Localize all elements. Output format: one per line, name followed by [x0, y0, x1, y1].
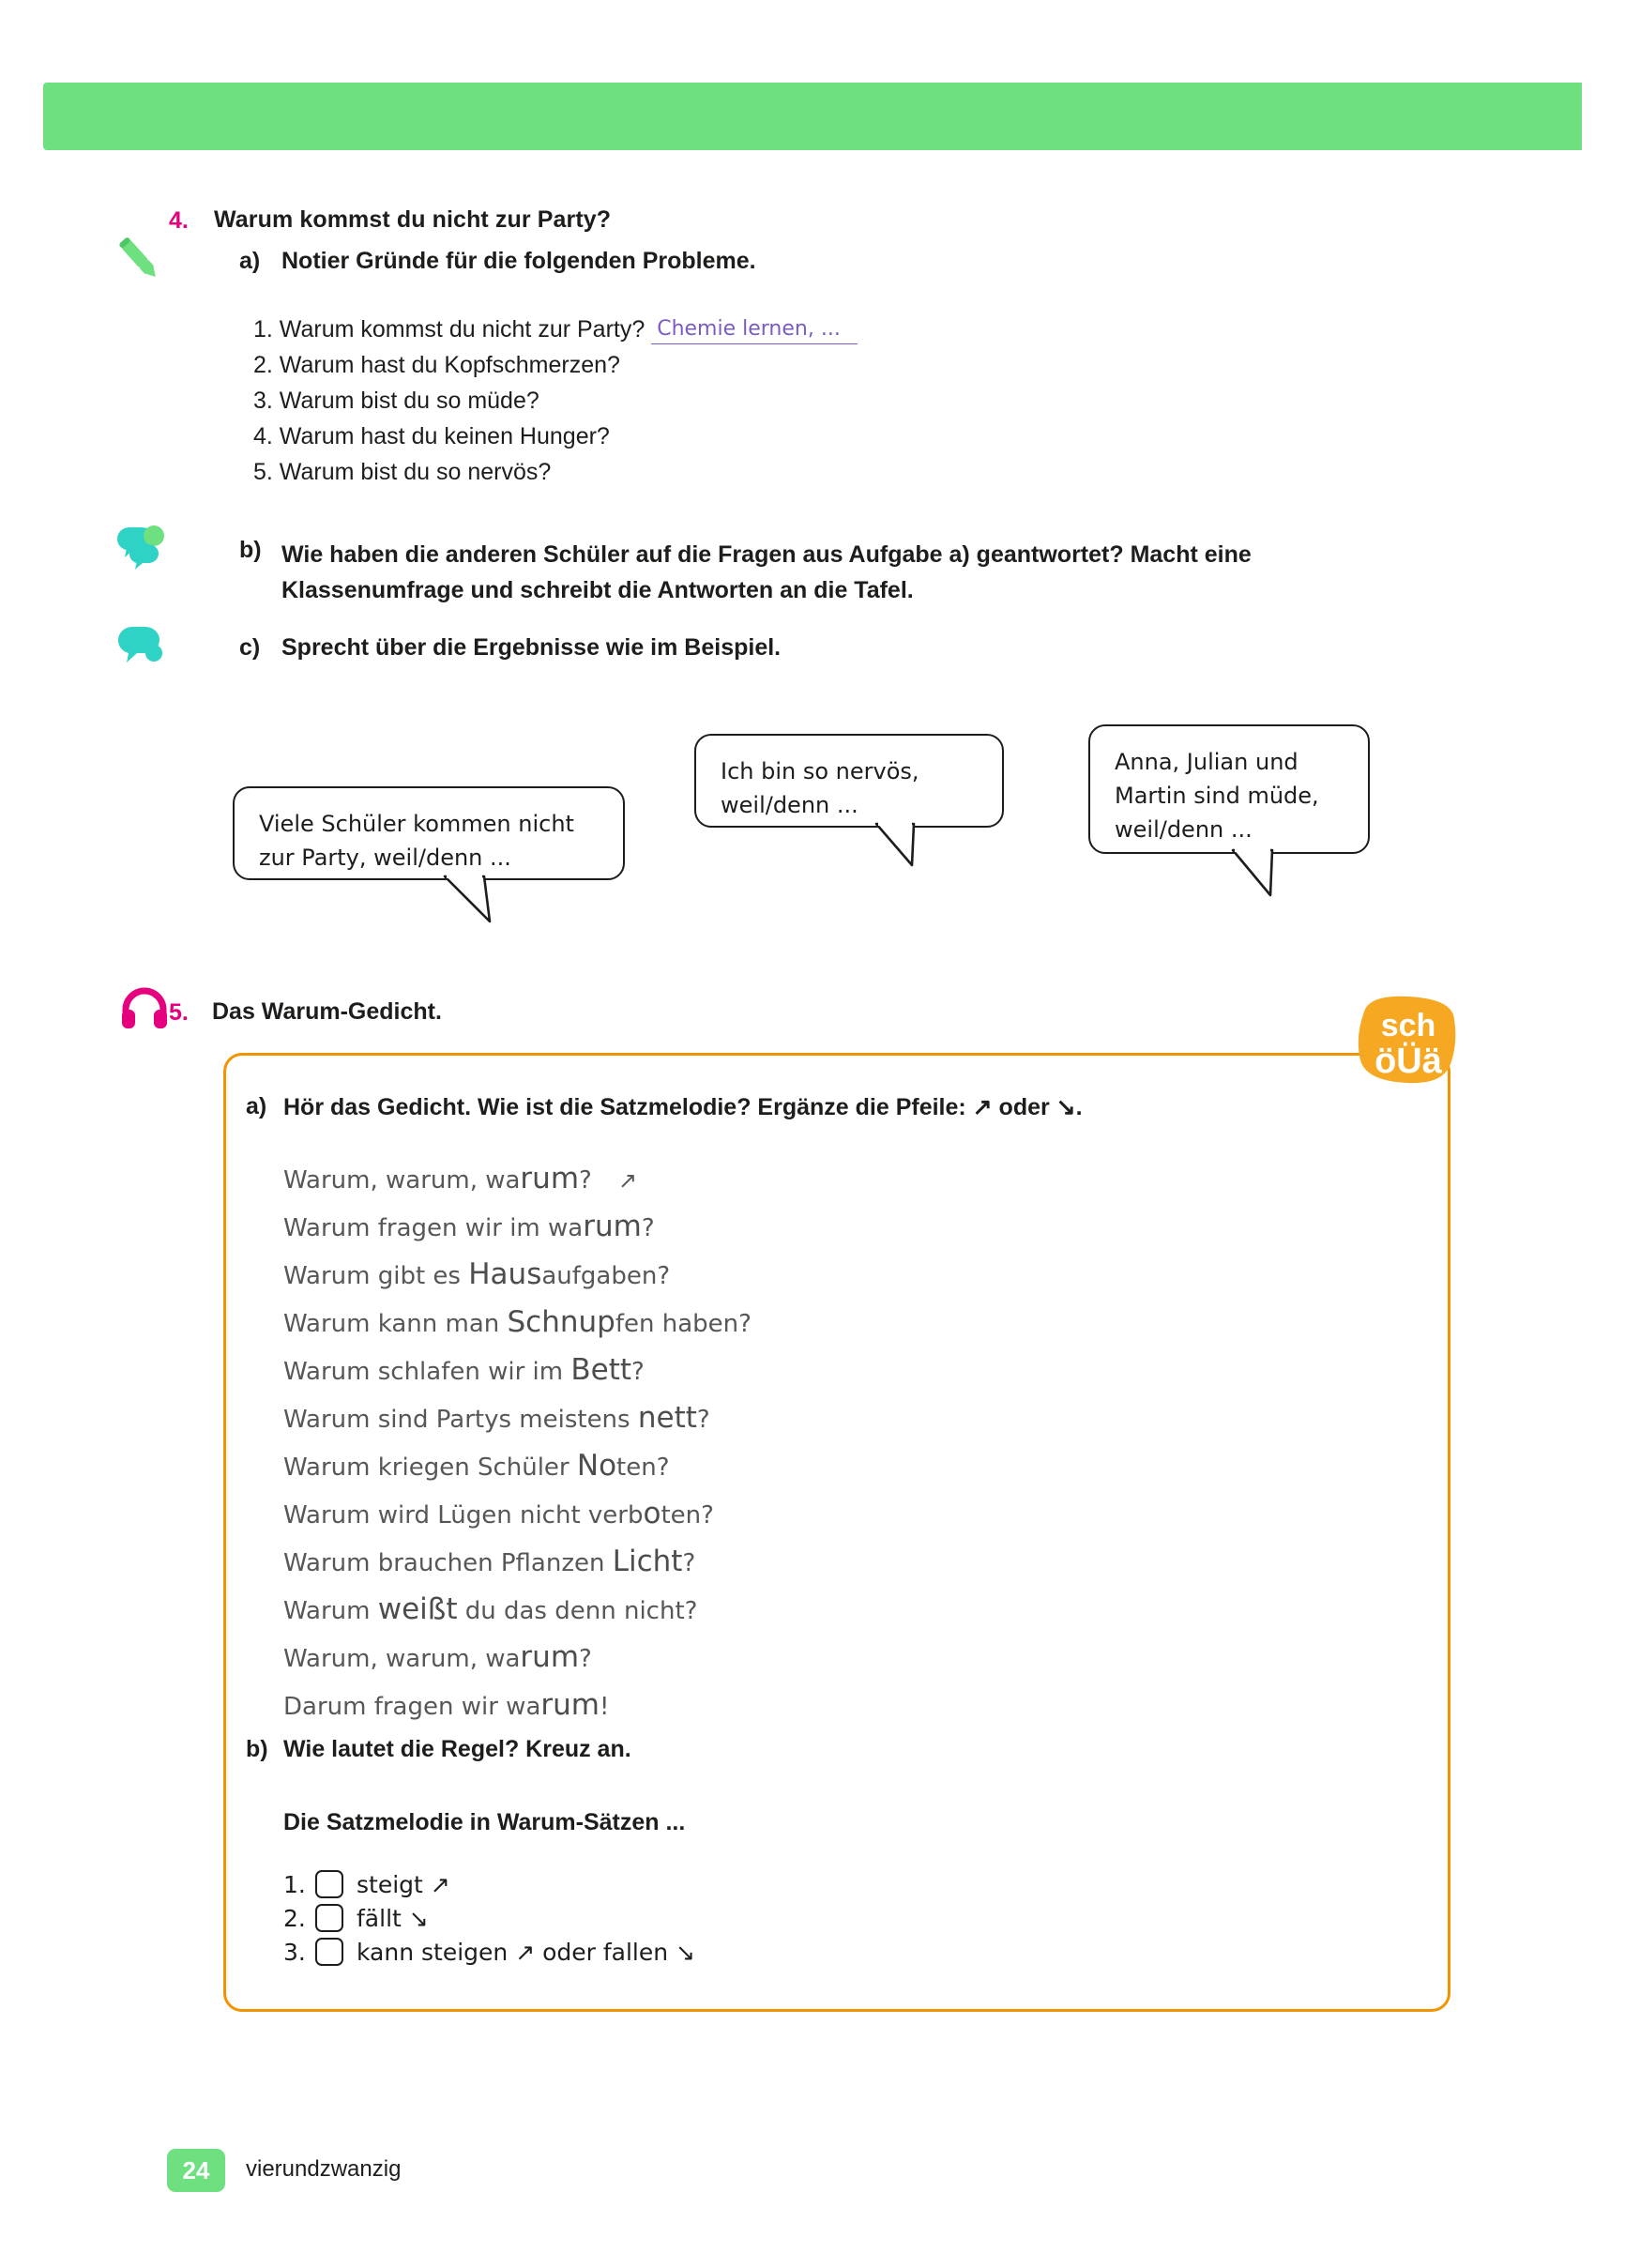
- poem-line: Warum kriegen Schüler Noten?: [283, 1449, 670, 1483]
- badge-line-2: öÜä: [1374, 1042, 1442, 1081]
- rule-option-checkbox[interactable]: [315, 1904, 343, 1932]
- speech-bubble-3: Anna, Julian und Martin sind müde, weil/denn ...: [1088, 724, 1370, 854]
- exercise-4-number: 4.: [169, 207, 189, 234]
- header-green-bar: [43, 83, 1582, 150]
- rule-option-checkbox[interactable]: [315, 1870, 343, 1898]
- poem-line: Darum fragen wir warum!: [283, 1688, 610, 1722]
- exercise-5a-label: a): [246, 1093, 267, 1119]
- question-list: [253, 312, 858, 490]
- question-item: 4. Warum hast du keinen Hunger?: [253, 423, 610, 449]
- two-speech-bubbles-icon: [114, 524, 167, 572]
- pencil-icon: [113, 233, 165, 285]
- poem: [283, 1156, 752, 1730]
- exercise-4c-instruction: Sprecht über die Ergebnisse wie im Beispiel.: [281, 634, 782, 661]
- exercise-4a-instruction: Notier Gründe für die folgenden Probleme.: [281, 248, 756, 274]
- exercise-4-title: Warum kommst du nicht zur Party?: [214, 206, 612, 233]
- page-number-badge: 24: [167, 2149, 225, 2192]
- exercise-4c-label: c): [239, 634, 261, 661]
- rule-options: [283, 1867, 695, 1969]
- exercise-5-title: Das Warum-Gedicht.: [212, 998, 442, 1025]
- poem-line: Warum sind Partys meistens nett?: [283, 1401, 710, 1435]
- speech-bubble-3-tail: [1229, 846, 1314, 931]
- speech-bubble-2: Ich bin so nervös, weil/denn ...: [694, 734, 1004, 828]
- exercise-5-number: 5.: [169, 999, 189, 1026]
- pronunciation-badge: [1351, 993, 1466, 1094]
- rule-title: Die Satzmelodie in Warum-Sätzen ...: [283, 1809, 686, 1835]
- exercise-4b-instruction: Wie haben die anderen Schüler auf die Fragen aus Aufgabe a) geantwortet? Macht eine Klassenumfrage und schreibt die Antworten an die Tafel.: [281, 541, 1252, 603]
- rule-option-label: kann steigen ↗ oder fallen ↘: [357, 1938, 695, 1966]
- poem-line: Warum, warum, warum?: [283, 1640, 592, 1674]
- rule-option-number: 2.: [283, 1904, 306, 1932]
- exercise-5a-instruction: Hör das Gedicht. Wie ist die Satzmelodie? Ergänze die Pfeile: ↗ oder ↘.: [283, 1094, 1083, 1120]
- question-item: 3. Warum bist du so müde?: [253, 388, 539, 414]
- rule-option-label: steigt ↗: [357, 1870, 450, 1898]
- rule-option-row[interactable]: [283, 1935, 695, 1969]
- poem-line: Warum schlafen wir im Bett?: [283, 1353, 645, 1387]
- question-item: 2. Warum hast du Kopfschmerzen?: [253, 352, 620, 378]
- rule-option-row[interactable]: [283, 1901, 695, 1935]
- poem-line: Warum wird Lügen nicht verboten?: [283, 1497, 714, 1530]
- rule-option-checkbox[interactable]: [315, 1938, 343, 1966]
- rule-option-number: 3.: [283, 1938, 306, 1966]
- rule-option-row[interactable]: [283, 1867, 695, 1901]
- question-item: [253, 312, 858, 347]
- exercise-4b-label: b): [239, 537, 262, 563]
- exercise-5b-instruction: Wie lautet die Regel? Kreuz an.: [283, 1736, 631, 1762]
- question-text: 1. Warum kommst du nicht zur Party?: [253, 316, 645, 342]
- handwritten-answer[interactable]: Chemie lernen, ...: [651, 317, 858, 344]
- exercise-5b-label: b): [246, 1736, 268, 1762]
- poem-line: Warum weißt du das denn nicht?: [283, 1592, 698, 1626]
- speech-bubble-1-tail: [441, 873, 525, 957]
- poem-line: Warum kann man Schnupfen haben?: [283, 1305, 752, 1339]
- poem-line: Warum gibt es Hausaufgaben?: [283, 1257, 671, 1291]
- headphones-icon: [120, 985, 169, 1034]
- question-item: 5. Warum bist du so nervös?: [253, 459, 552, 485]
- intonation-arrow: ↗: [617, 1167, 637, 1194]
- rule-option-label: fällt ↘: [357, 1904, 429, 1932]
- badge-line-1: sch: [1380, 1008, 1436, 1043]
- page-number-word: vierundzwanzig: [246, 2156, 402, 2182]
- poem-line: Warum fragen wir im warum?: [283, 1210, 655, 1243]
- rule-option-number: 1.: [283, 1870, 306, 1898]
- poem-line: Warum, warum, warum? ↗: [283, 1156, 752, 1204]
- exercise-4a-label: a): [239, 248, 261, 274]
- speech-bubble-1: Viele Schüler kommen nicht zur Party, weil/denn ...: [233, 786, 625, 880]
- poem-line: Warum brauchen Pflanzen Licht?: [283, 1545, 696, 1578]
- speech-bubble-icon: [114, 621, 167, 670]
- speech-bubble-2-tail: [873, 820, 957, 905]
